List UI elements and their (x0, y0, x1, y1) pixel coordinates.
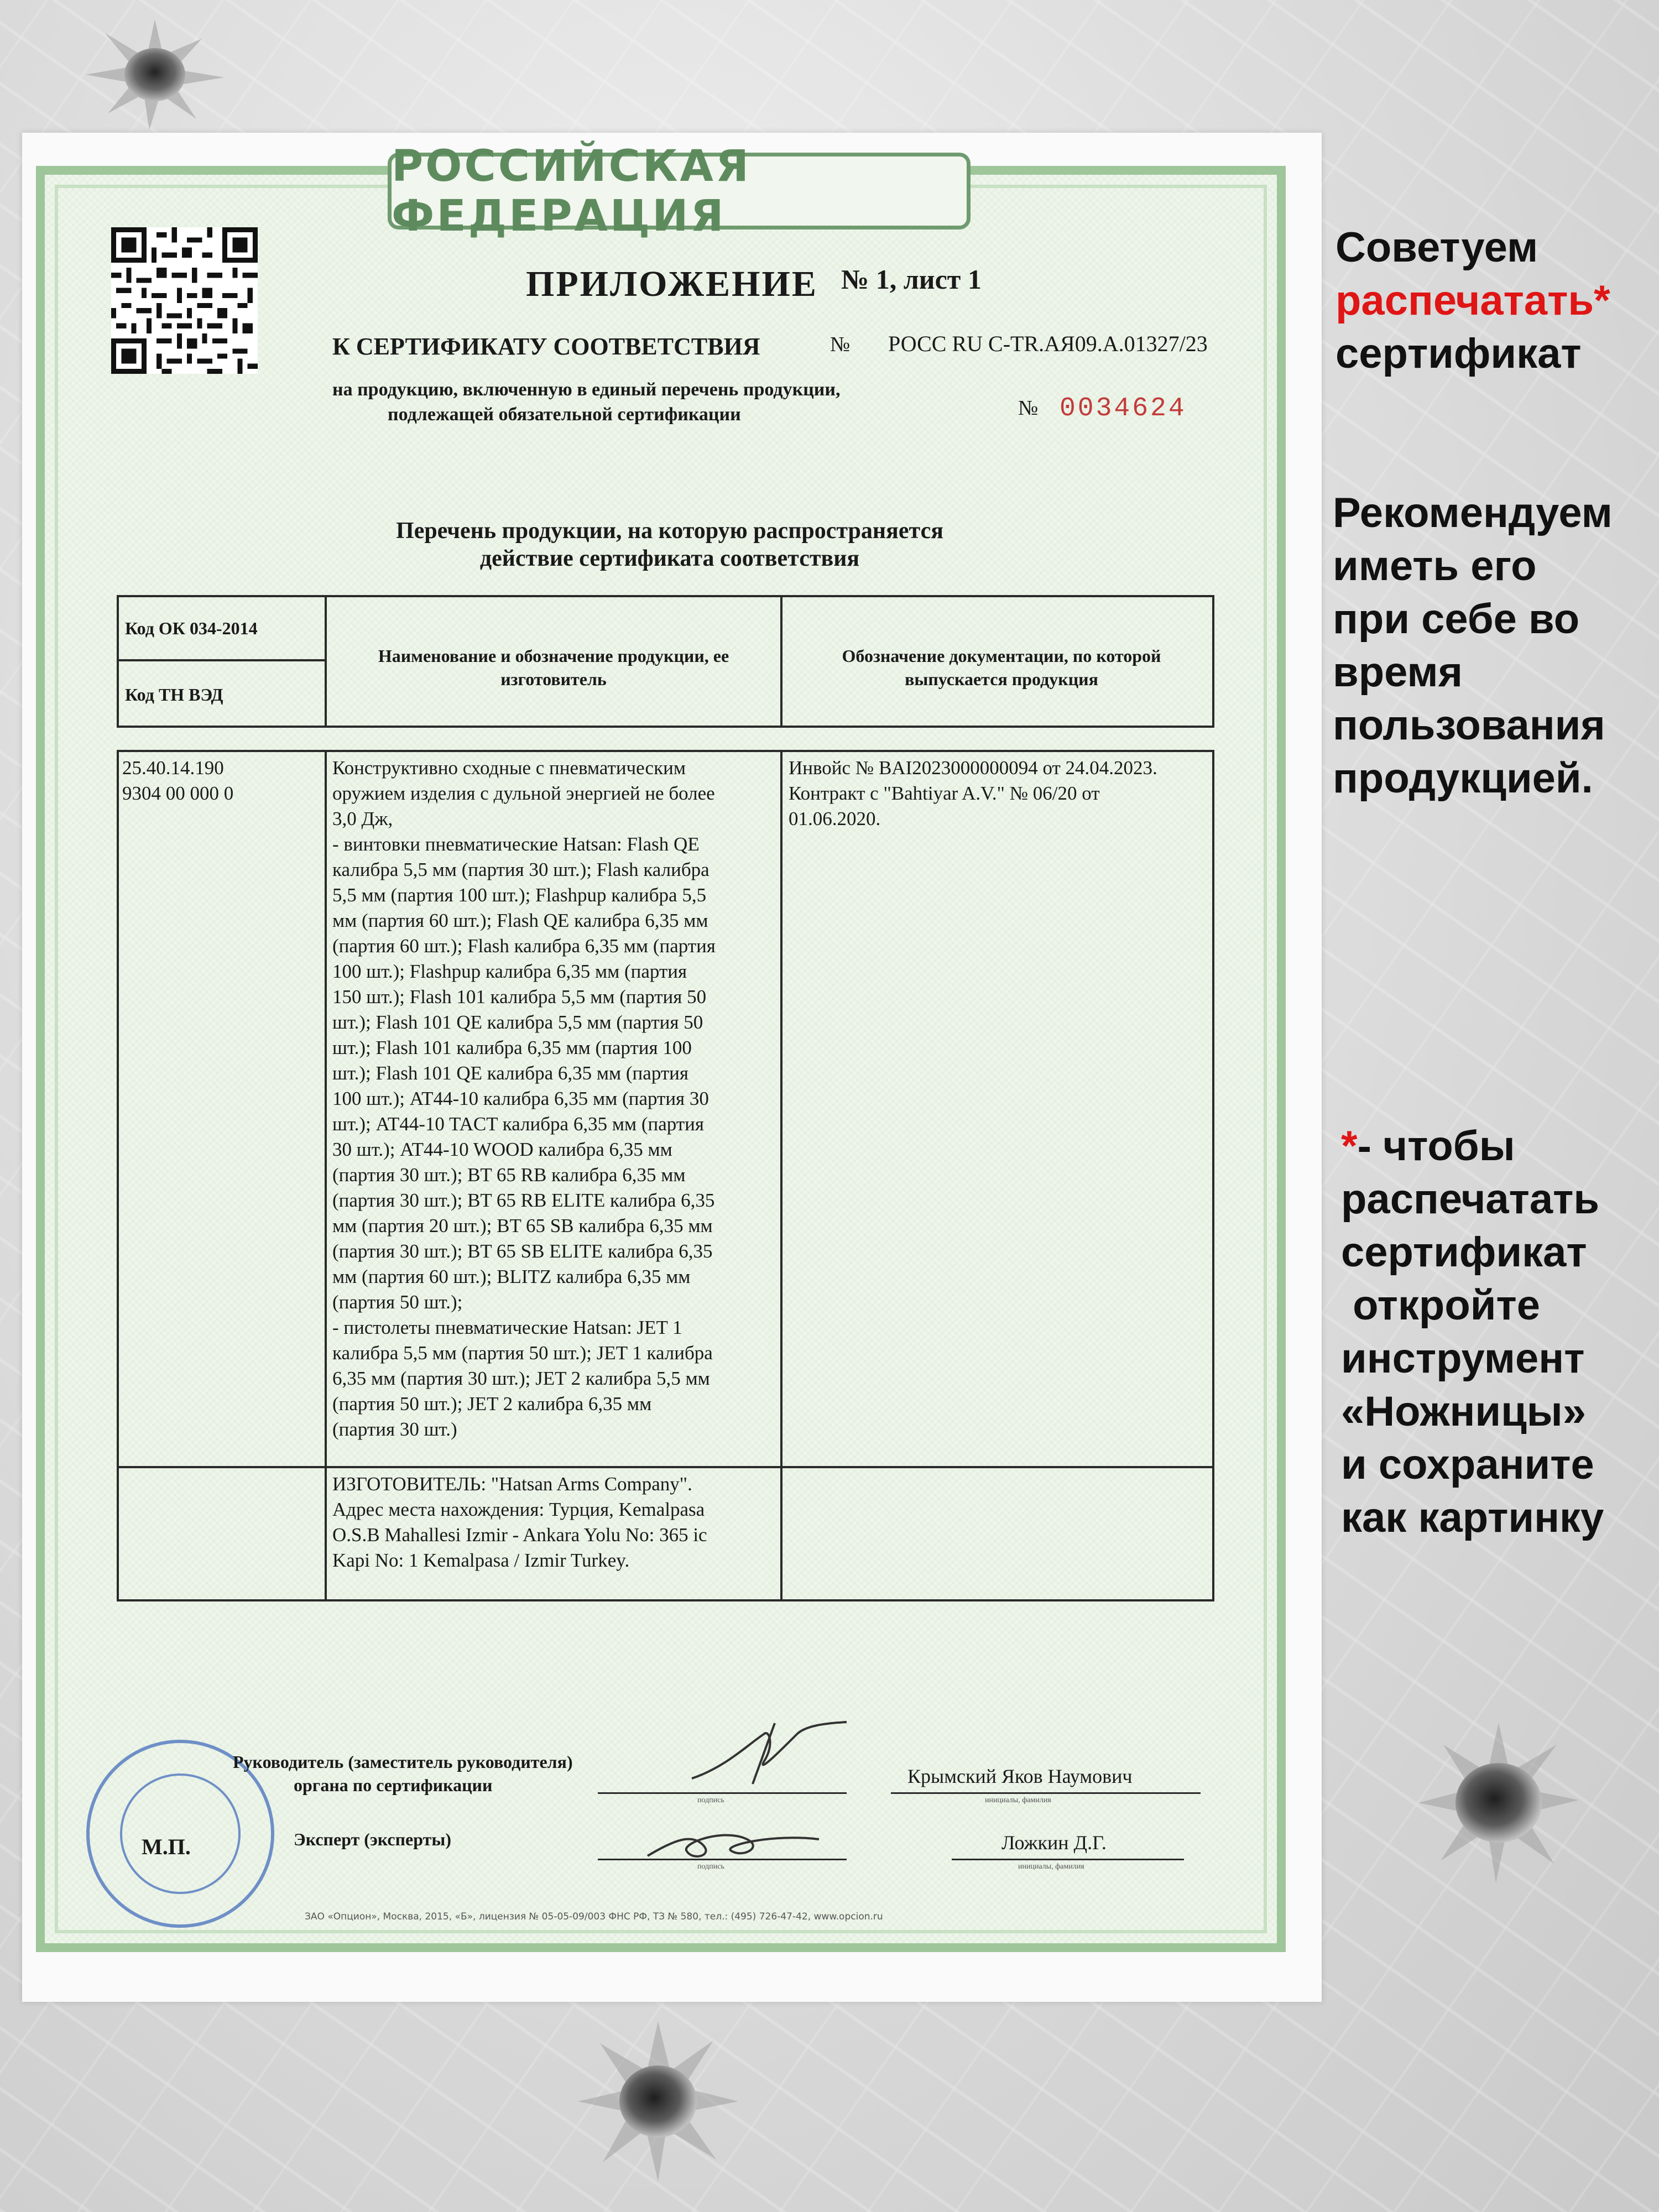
appendix-title: ПРИЛОЖЕНИЕ (526, 264, 818, 304)
table-header-code-tnved: Код ТН ВЭД (125, 685, 223, 705)
serial-label: № (1018, 397, 1039, 420)
sheet-number: № 1, лист 1 (841, 264, 982, 295)
note-line: как картинку (1341, 1494, 1604, 1541)
list-title: действие сертификата соответствия (479, 546, 860, 571)
note-line: иметь его (1333, 542, 1537, 589)
to-certificate-label: К СЕРТИФИКАТУ СООТВЕТСТВИЯ (332, 333, 760, 360)
bullet-hole-icon (83, 17, 227, 133)
table-header-documentation: Обозначение документации, по которой выпускается продукция (842, 646, 1161, 689)
note-line: сертификат (1335, 330, 1582, 377)
bullet-hole-icon (1416, 1720, 1582, 1886)
head-label-line1: Руководитель (заместитель руководителя) (233, 1752, 573, 1772)
list-title: Перечень продукции, на которую распространяется (396, 518, 943, 544)
head-label-line2: органа по сертификации (294, 1775, 493, 1795)
note-line: «Ножницы» (1341, 1388, 1586, 1435)
carry-advice-note (1333, 487, 1613, 805)
head-name: Крымский Яков Наумович (907, 1765, 1133, 1787)
note-line (1341, 1120, 1604, 1173)
expert-signature-icon (642, 1817, 825, 1872)
table-row-documentation: Инвойс № BAI2023000000094 от 24.04.2023. Контракт с "Bahtiyar A.V." № 06/20 от 01.06.2020. (789, 757, 1157, 830)
table-header-name: Наименование и обозначение продукции, ее изготовитель (378, 646, 729, 689)
note-line: сертификат (1341, 1229, 1587, 1276)
expert-signature-label: Эксперт (эксперты) (294, 1829, 451, 1849)
table-header-divider (780, 595, 782, 728)
note-asterisk: * (1594, 277, 1610, 324)
head-signature-icon (681, 1712, 858, 1795)
head-name-caption: инициалы, фамилия (985, 1796, 1051, 1804)
certificate (36, 141, 1286, 1952)
head-name-line (891, 1792, 1201, 1794)
bullet-hole-icon (575, 2018, 741, 2184)
manufacturer-info: ИЗГОТОВИТЕЛЬ: "Hatsan Arms Company". Адрес места нахождения: Турция, Kemalpasa O.S.B Mahallesi Izmir - Ankara Yolu No: 365 ic Kapi No: 1 Kemalpasa / Izmir Turkey. (332, 1473, 707, 1571)
note-line (1335, 274, 1610, 327)
certificate-banner: РОССИЙСКАЯ ФЕДЕРАЦИЯ (388, 153, 971, 229)
note-asterisk: * (1341, 1123, 1358, 1170)
stamp-mp-label: М.П. (142, 1834, 191, 1859)
head-signature-label (233, 1751, 573, 1797)
table-divider (325, 750, 327, 1601)
table-divider (117, 1466, 1214, 1468)
note-line: откройте (1341, 1282, 1540, 1329)
print-instructions-note (1341, 1120, 1604, 1545)
note-line: время (1333, 649, 1463, 696)
expert-name: Ложкин Д.Г. (1001, 1832, 1107, 1854)
note-line: Рекомендуем (1333, 489, 1613, 536)
note-line: инструмент (1341, 1335, 1585, 1382)
note-highlight: распечатать (1335, 277, 1594, 324)
note-line: и сохраните (1341, 1441, 1594, 1488)
note-line: пользования (1333, 702, 1605, 749)
note-line: распечатать (1341, 1176, 1600, 1223)
table-header-divider (325, 595, 327, 728)
product-note: на продукцию, включенную в единый перечень продукции, (332, 379, 841, 400)
expert-name-caption: инициалы, фамилия (1018, 1863, 1084, 1871)
note-text: - чтобы (1357, 1123, 1515, 1170)
table-row-description: Конструктивно сходные с пневматическим оружием изделия с дульной энергией не более 3,0 Дж, - винтовки пневматические Hatsan: Flash QE калибра 5,5 мм (партия 30 шт.); Flash калибра 5,5 мм (партия 100 шт.); Flashpup калибра 5,5 мм (партия 60 шт.); Flash QE калибра 6,35 мм (партия 60 шт.); Flash калибра 6,35 мм (партия 100 шт.); Flashpup калибра 6,35 мм (партия 150 шт.); Flash 101 калибра 5,5 мм (партия 50 шт.); Flash 101 QE калибра 5,5 мм (партия 50 шт.); Flash 101 калибра 6,35 мм (партия 100 шт.); Flash 101 QE калибра 6,35 мм (партия 100 шт.); AT44-10 калибра 6,35 мм (партия 30 шт.); AT44-10 TACT калибра 6,35 мм (партия 30 шт.); AT44-10 WOOD калибра 6,35 мм (партия 30 шт.); BT 65 RB калибра 6,35 мм (партия 30 шт.); BT 65 RB ELITE калибра 6,35 мм (партия 20 шт.); BT 65 SB калибра 6,35 мм (партия 30 шт.); BT 65 SB ELITE калибра 6,35 мм (партия 60 шт.); BLITZ калибра 6,35 мм (партия 50 шт.); - пистолеты пневматические Hatsan: JET 1 калибра 5,5 мм (партия 50 шт.); JET 1 калибра 6,35 мм (партия 30 шт.); JET 2 калибра 5,5 мм (партия 50 шт.); JET 2 калибра 6,35 мм (партия 30 шт.) (332, 757, 716, 1440)
table-header-code-ok: Код ОК 034-2014 (125, 618, 258, 638)
head-signature-caption: подпись (697, 1796, 724, 1804)
note-line: Советуем (1335, 224, 1538, 271)
certificate-number: РОСС RU С-TR.АЯ09.А.01327/23 (888, 331, 1208, 356)
product-note: подлежащей обязательной сертификации (388, 404, 741, 425)
print-footer: ЗАО «Опцион», Москва, 2015, «Б», лицензия № 05-05-09/003 ФНС РФ, ТЗ № 580, тел.: (495) 726-47-42, www.opcion.ru (305, 1911, 883, 1922)
expert-name-line (952, 1859, 1184, 1860)
expert-signature-caption: подпись (697, 1863, 724, 1871)
table-divider (780, 750, 782, 1601)
print-advice-note (1335, 221, 1610, 380)
note-line: продукцией. (1333, 755, 1593, 802)
note-line: при себе во (1333, 596, 1580, 643)
number-sign: № (830, 333, 851, 356)
qr-code-icon (111, 227, 258, 374)
serial-number: 0034624 (1060, 394, 1187, 424)
table-row-code-tnved: 9304 00 000 0 (122, 782, 234, 804)
table-row-code-ok: 25.40.14.190 (122, 757, 224, 779)
